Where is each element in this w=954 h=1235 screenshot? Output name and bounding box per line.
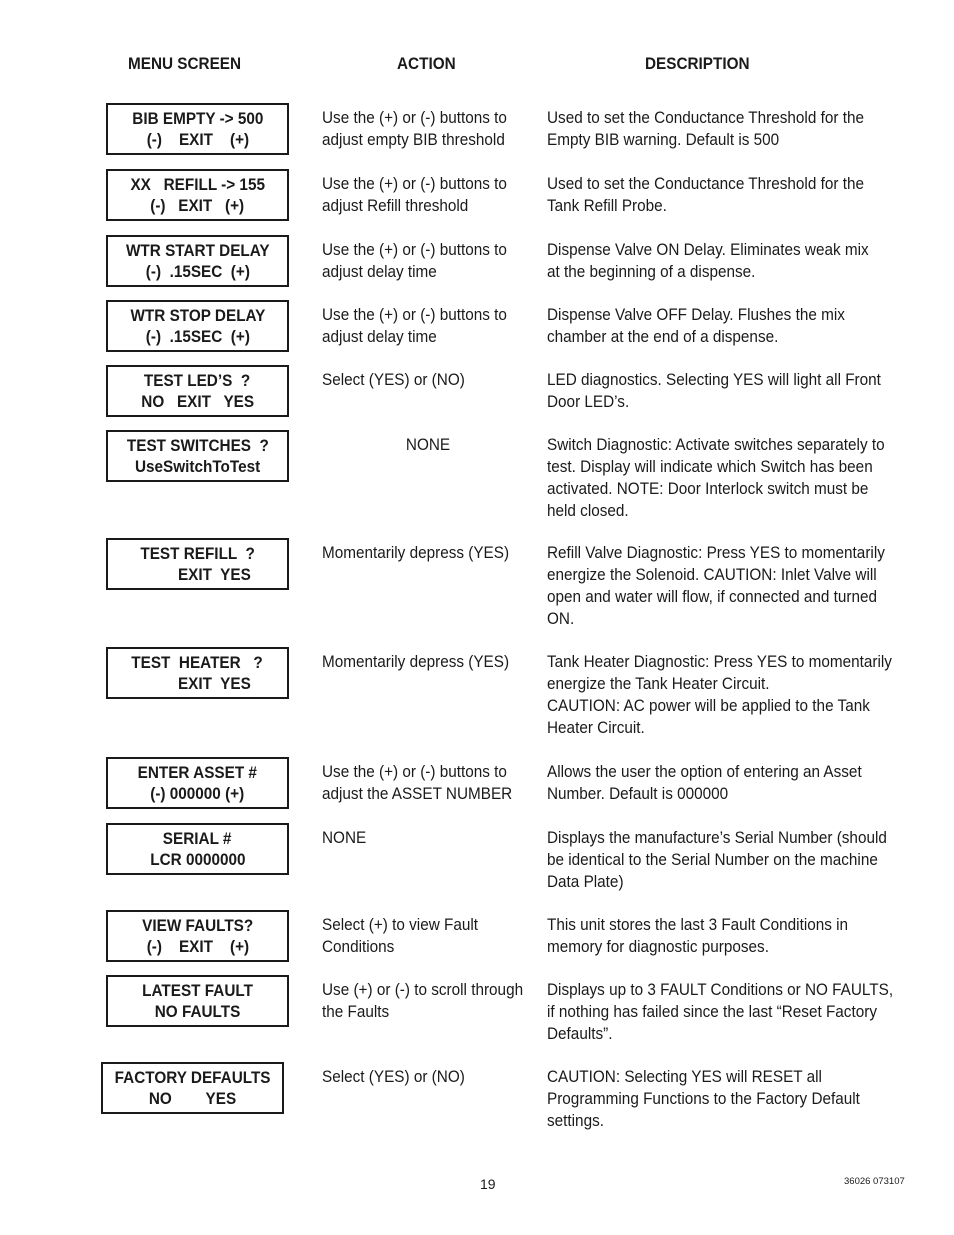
action-line: the Faults [322, 1002, 390, 1021]
description-line: Allows the user the option of entering an Asset [547, 762, 862, 781]
description-line: Switch Diagnostic: Activate switches separately to [547, 435, 885, 454]
screen-line: WTR STOP DELAY [130, 306, 265, 325]
description-text [547, 761, 899, 805]
screen-line: (-) 000000 (+) [150, 784, 245, 803]
action-line: Select (YES) or (NO) [322, 370, 465, 389]
screen-line: NO FAULTS [154, 1002, 241, 1021]
action-text [322, 1066, 534, 1088]
screen-line: TEST LED’S ? [144, 371, 251, 390]
screen-line: TEST REFILL ? [140, 544, 255, 563]
action-line: Use the (+) or (-) buttons to [322, 762, 507, 781]
page-number: 19 [480, 1176, 496, 1192]
screen-line: BIB EMPTY -> 500 [131, 109, 264, 128]
action-text [322, 914, 534, 958]
description-text [547, 107, 899, 151]
menu-screen-box [106, 235, 289, 287]
action-line: adjust delay time [322, 327, 437, 346]
screen-line: ENTER ASSET # [137, 763, 258, 782]
description-line: if nothing has failed since the last “Reset Factory [547, 1002, 877, 1021]
screen-line: (-) EXIT (+) [150, 196, 245, 215]
screen-line: (-) .15SEC (+) [145, 262, 250, 281]
description-line: Tank Refill Probe. [547, 196, 667, 215]
menu-screen-box [106, 430, 289, 482]
description-line: Defaults”. [547, 1024, 613, 1043]
screen-line: FACTORY DEFAULTS [114, 1068, 271, 1087]
action-line: Use the (+) or (-) buttons to [322, 108, 507, 127]
action-line: Select (+) to view Fault [322, 915, 479, 934]
description-line: Empty BIB warning. Default is 500 [547, 130, 780, 149]
action-line: Use the (+) or (-) buttons to [322, 305, 507, 324]
action-text [322, 827, 534, 849]
description-line: Heater Circuit. [547, 718, 645, 737]
description-line: Used to set the Conductance Threshold for the [547, 108, 864, 127]
description-line: Displays up to 3 FAULT Conditions or NO FAULTS, [547, 980, 894, 999]
action-line: Conditions [322, 937, 395, 956]
description-line: CAUTION: Selecting YES will RESET all [547, 1067, 822, 1086]
action-line: Use (+) or (-) to scroll through [322, 980, 524, 999]
description-line: Tank Heater Diagnostic: Press YES to momentarily [547, 652, 892, 671]
header-menu-screen: MENU SCREEN [128, 54, 242, 73]
menu-screen-box [101, 1062, 284, 1114]
menu-screen-box [106, 365, 289, 417]
action-line: Use the (+) or (-) buttons to [322, 174, 507, 193]
description-text [547, 173, 899, 217]
description-line: Displays the manufacture’s Serial Number (should [547, 828, 887, 847]
description-line: held closed. [547, 501, 629, 520]
menu-screen-box [106, 300, 289, 352]
action-line: Select (YES) or (NO) [322, 1067, 465, 1086]
description-line: open and water will flow, if connected and turned [547, 587, 878, 606]
screen-line: LATEST FAULT [142, 981, 253, 1000]
description-text [547, 827, 899, 893]
screen-line: VIEW FAULTS? [141, 916, 254, 935]
screen-line: SERIAL # [163, 829, 232, 848]
menu-screen-box [106, 757, 289, 809]
screen-line: (-) EXIT (+) [146, 130, 249, 149]
description-line: energize the Solenoid. CAUTION: Inlet Valve will [547, 565, 877, 584]
description-text [547, 914, 899, 958]
screen-line: UseSwitchToTest [134, 457, 261, 476]
action-text [322, 434, 534, 456]
description-text [547, 542, 899, 630]
screen-line: EXIT YES [144, 565, 251, 584]
description-line: chamber at the end of a dispense. [547, 327, 779, 346]
screen-line: XX REFILL -> 155 [130, 175, 265, 194]
screen-line: TEST SWITCHES ? [126, 436, 269, 455]
action-text [322, 304, 534, 348]
action-text [322, 651, 534, 673]
menu-screen-box [106, 647, 289, 699]
action-line: adjust delay time [322, 262, 437, 281]
description-line: Refill Valve Diagnostic: Press YES to momentarily [547, 543, 885, 562]
screen-line: (-) .15SEC (+) [145, 327, 250, 346]
description-line: be identical to the Serial Number on the machine [547, 850, 878, 869]
menu-screen-box [106, 975, 289, 1027]
description-line: at the beginning of a dispense. [547, 262, 756, 281]
screen-line: NO YES [148, 1089, 237, 1108]
description-text [547, 239, 899, 283]
menu-screen-box [106, 538, 289, 590]
description-line: Door LED’s. [547, 392, 630, 411]
description-line: memory for diagnostic purposes. [547, 937, 769, 956]
screen-line: LCR 0000000 [149, 850, 246, 869]
screen-line: EXIT YES [144, 674, 251, 693]
description-line: CAUTION: AC power will be applied to the Tank [547, 696, 870, 715]
description-line: Used to set the Conductance Threshold for the [547, 174, 864, 193]
action-text [322, 761, 534, 805]
description-line: Dispense Valve OFF Delay. Flushes the mix [547, 305, 845, 324]
screen-line: TEST HEATER ? [131, 653, 264, 672]
action-line: Use the (+) or (-) buttons to [322, 240, 507, 259]
description-line: ON. [547, 609, 575, 628]
action-line: adjust the ASSET NUMBER [322, 784, 513, 803]
action-line: adjust empty BIB threshold [322, 130, 505, 149]
description-line: activated. NOTE: Door Interlock switch must be [547, 479, 869, 498]
action-line: adjust Refill threshold [322, 196, 469, 215]
action-line: Momentarily depress (YES) [322, 652, 510, 671]
description-line: energize the Tank Heater Circuit. [547, 674, 770, 693]
description-line: This unit stores the last 3 Fault Conditions in [547, 915, 849, 934]
description-text [547, 1066, 899, 1132]
document-code: 36026 073107 [844, 1176, 905, 1187]
description-text [547, 304, 899, 348]
menu-screen-box [106, 910, 289, 962]
description-line: test. Display will indicate which Switch has been [547, 457, 873, 476]
menu-screen-box [106, 169, 289, 221]
description-text [547, 651, 899, 739]
screen-line: WTR START DELAY [125, 241, 270, 260]
description-text [547, 979, 899, 1045]
screen-line: (-) EXIT (+) [146, 937, 249, 956]
description-text [547, 434, 899, 522]
action-text [322, 173, 534, 217]
description-line: Number. Default is 000000 [547, 784, 729, 803]
header-description: DESCRIPTION [645, 54, 750, 73]
description-text [547, 369, 899, 413]
description-line: LED diagnostics. Selecting YES will light all Front [547, 370, 881, 389]
header-action: ACTION [397, 54, 456, 73]
menu-screen-box [106, 823, 289, 875]
action-text [322, 107, 534, 151]
action-text [322, 979, 534, 1023]
screen-line: NO EXIT YES [141, 392, 254, 411]
action-line: NONE [405, 435, 451, 454]
description-line: settings. [547, 1111, 604, 1130]
action-text [322, 542, 534, 564]
action-line: NONE [322, 828, 367, 847]
description-line: Data Plate) [547, 872, 624, 891]
description-line: Dispense Valve ON Delay. Eliminates weak mix [547, 240, 869, 259]
action-text [322, 239, 534, 283]
menu-screen-box [106, 103, 289, 155]
action-line: Momentarily depress (YES) [322, 543, 510, 562]
description-line: Programming Functions to the Factory Default [547, 1089, 860, 1108]
action-text [322, 369, 534, 391]
